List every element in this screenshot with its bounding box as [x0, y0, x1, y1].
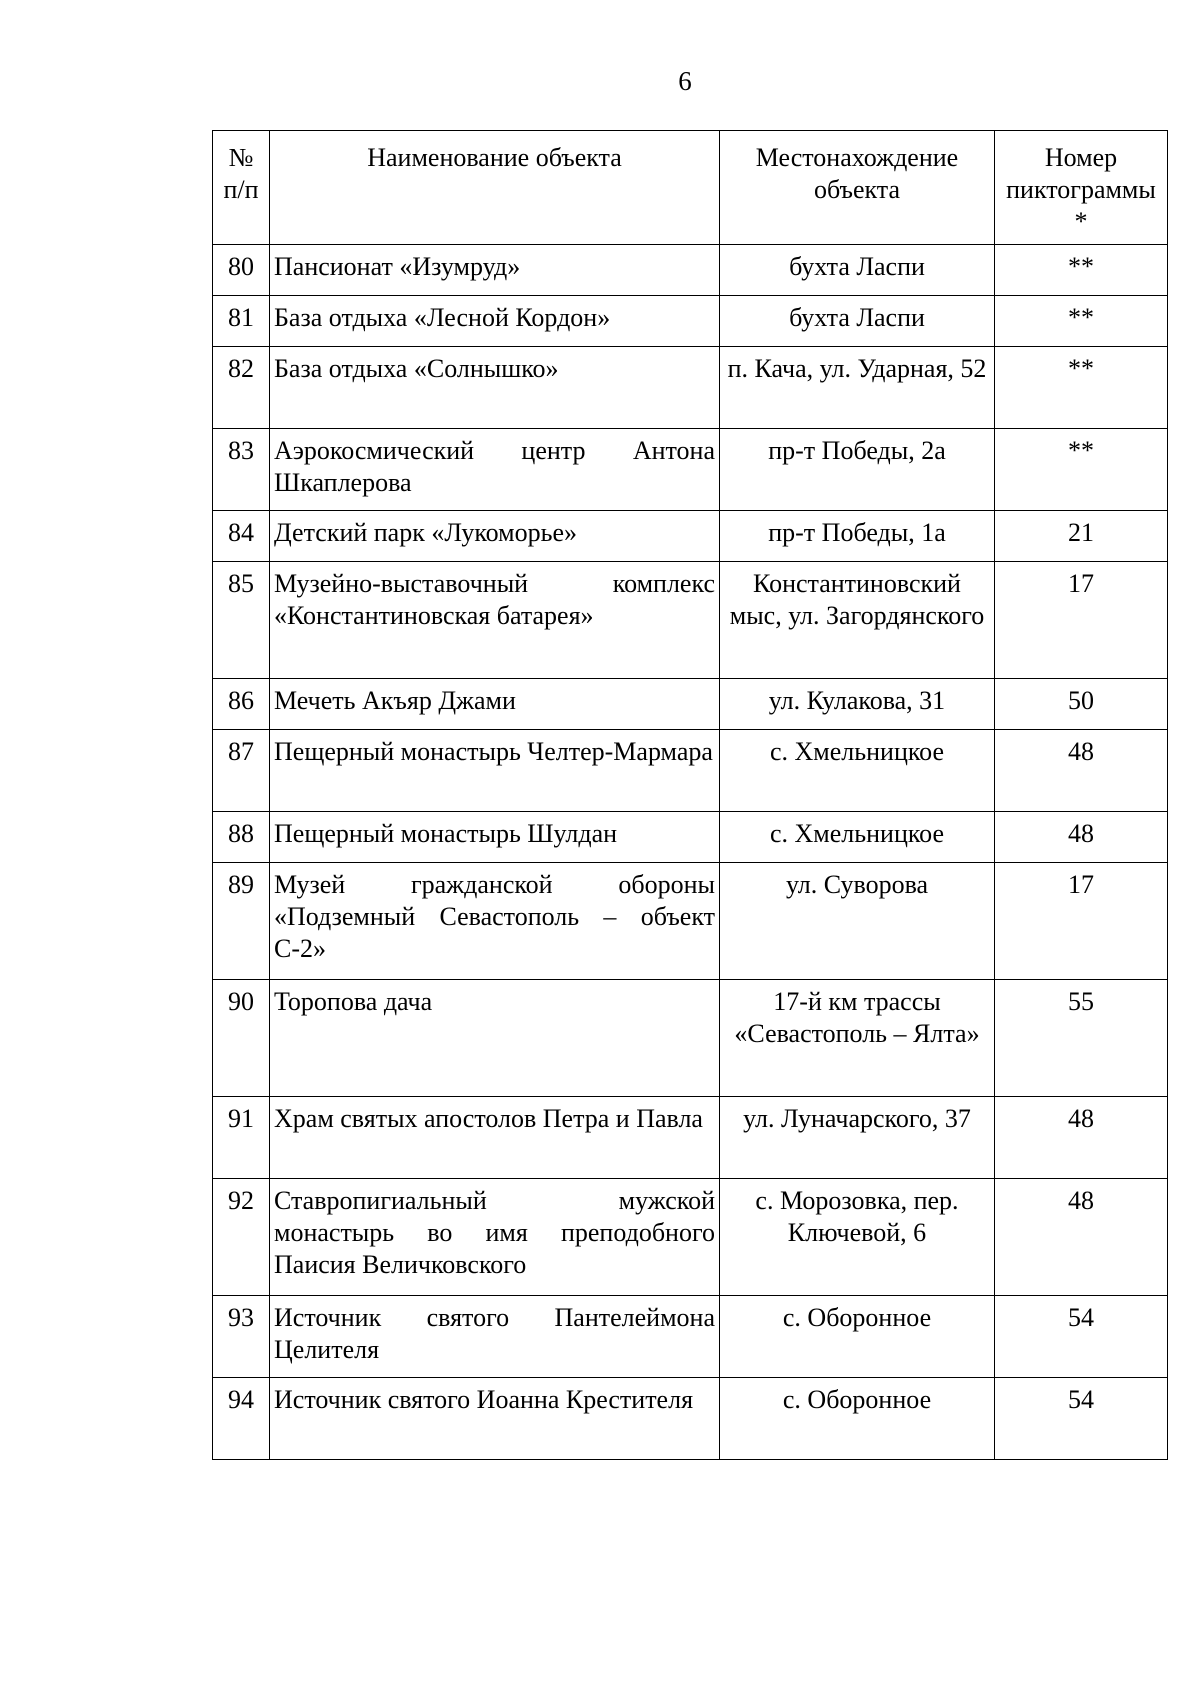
table-row [213, 863, 1168, 980]
row-pictogram: 48 [995, 812, 1168, 863]
table-header-row [213, 131, 1168, 245]
row-name: Пещерный монастырь Челтер-Мармара [270, 730, 720, 812]
row-num: 85 [213, 562, 270, 679]
row-location: 17-й км трассы «Севастополь – Ялта» [720, 980, 995, 1097]
table-row [213, 1097, 1168, 1179]
row-name: Источник святого Иоанна Крестителя [270, 1378, 720, 1460]
table-row [213, 679, 1168, 730]
header-location: Местонахождение объекта [720, 131, 995, 245]
row-num: 86 [213, 679, 270, 730]
row-num: 83 [213, 429, 270, 511]
row-name: Источник святого Пантелеймона Целителя [270, 1296, 720, 1378]
row-num: 89 [213, 863, 270, 980]
row-location: бухта Ласпи [720, 245, 995, 296]
row-pictogram: ** [995, 296, 1168, 347]
row-num: 93 [213, 1296, 270, 1378]
row-pictogram: 21 [995, 511, 1168, 562]
row-location: пр-т Победы, 1а [720, 511, 995, 562]
header-name: Наименование объекта [270, 131, 720, 245]
row-location: бухта Ласпи [720, 296, 995, 347]
row-pictogram: 54 [995, 1296, 1168, 1378]
table-row [213, 429, 1168, 511]
row-pictogram: ** [995, 245, 1168, 296]
row-name: Мечеть Акъяр Джами [270, 679, 720, 730]
table-row [213, 980, 1168, 1097]
row-name: Ставропигиальный мужской монастырь во имя преподобного Паисия Величковского [270, 1179, 720, 1296]
row-num: 90 [213, 980, 270, 1097]
row-num: 84 [213, 511, 270, 562]
table-row [213, 296, 1168, 347]
row-location: с. Хмельницкое [720, 730, 995, 812]
page-number: 6 [678, 66, 692, 96]
table-row [213, 347, 1168, 429]
row-num: 82 [213, 347, 270, 429]
row-name: Пещерный монастырь Шулдан [270, 812, 720, 863]
row-name: Пансионат «Изумруд» [270, 245, 720, 296]
row-pictogram: 48 [995, 1179, 1168, 1296]
row-name: Храм святых апостолов Петра и Павла [270, 1097, 720, 1179]
table-row [213, 245, 1168, 296]
row-location: ул. Суворова [720, 863, 995, 980]
row-location: с. Морозовка, пер. Ключевой, 6 [720, 1179, 995, 1296]
table-row [213, 511, 1168, 562]
row-location: с. Оборонное [720, 1378, 995, 1460]
table-row [213, 1378, 1168, 1460]
row-location: с. Хмельницкое [720, 812, 995, 863]
row-num: 92 [213, 1179, 270, 1296]
row-pictogram: 50 [995, 679, 1168, 730]
row-pictogram: 48 [995, 730, 1168, 812]
row-pictogram: ** [995, 429, 1168, 511]
row-name: Музей гражданской обороны «Подземный Севастополь – объект С-2» [270, 863, 720, 980]
objects-table [212, 130, 1168, 1460]
table-row [213, 1296, 1168, 1378]
row-name: Детский парк «Лукоморье» [270, 511, 720, 562]
row-num: 88 [213, 812, 270, 863]
table-row [213, 730, 1168, 812]
row-location: ул. Кулакова, 31 [720, 679, 995, 730]
row-num: 80 [213, 245, 270, 296]
row-pictogram: 17 [995, 562, 1168, 679]
row-num: 94 [213, 1378, 270, 1460]
row-num: 91 [213, 1097, 270, 1179]
table-row [213, 812, 1168, 863]
row-name: Аэрокосмический центр Антона Шкаплерова [270, 429, 720, 511]
row-num: 87 [213, 730, 270, 812]
row-location: ул. Луначарского, 37 [720, 1097, 995, 1179]
header-num: № п/п [213, 131, 270, 245]
row-pictogram: ** [995, 347, 1168, 429]
header-pictogram: Номер пиктограммы * [995, 131, 1168, 245]
row-location: с. Оборонное [720, 1296, 995, 1378]
row-pictogram: 54 [995, 1378, 1168, 1460]
row-pictogram: 48 [995, 1097, 1168, 1179]
row-num: 81 [213, 296, 270, 347]
row-name: База отдыха «Лесной Кордон» [270, 296, 720, 347]
row-pictogram: 55 [995, 980, 1168, 1097]
row-pictogram: 17 [995, 863, 1168, 980]
table-row [213, 562, 1168, 679]
row-location: Константиновский мыс, ул. Загордянского [720, 562, 995, 679]
row-name: Музейно-выставочный комплекс «Константиновская батарея» [270, 562, 720, 679]
table-row [213, 1179, 1168, 1296]
row-location: пр-т Победы, 2а [720, 429, 995, 511]
row-name: Торопова дача [270, 980, 720, 1097]
row-name: База отдыха «Солнышко» [270, 347, 720, 429]
row-location: п. Кача, ул. Ударная, 52 [720, 347, 995, 429]
